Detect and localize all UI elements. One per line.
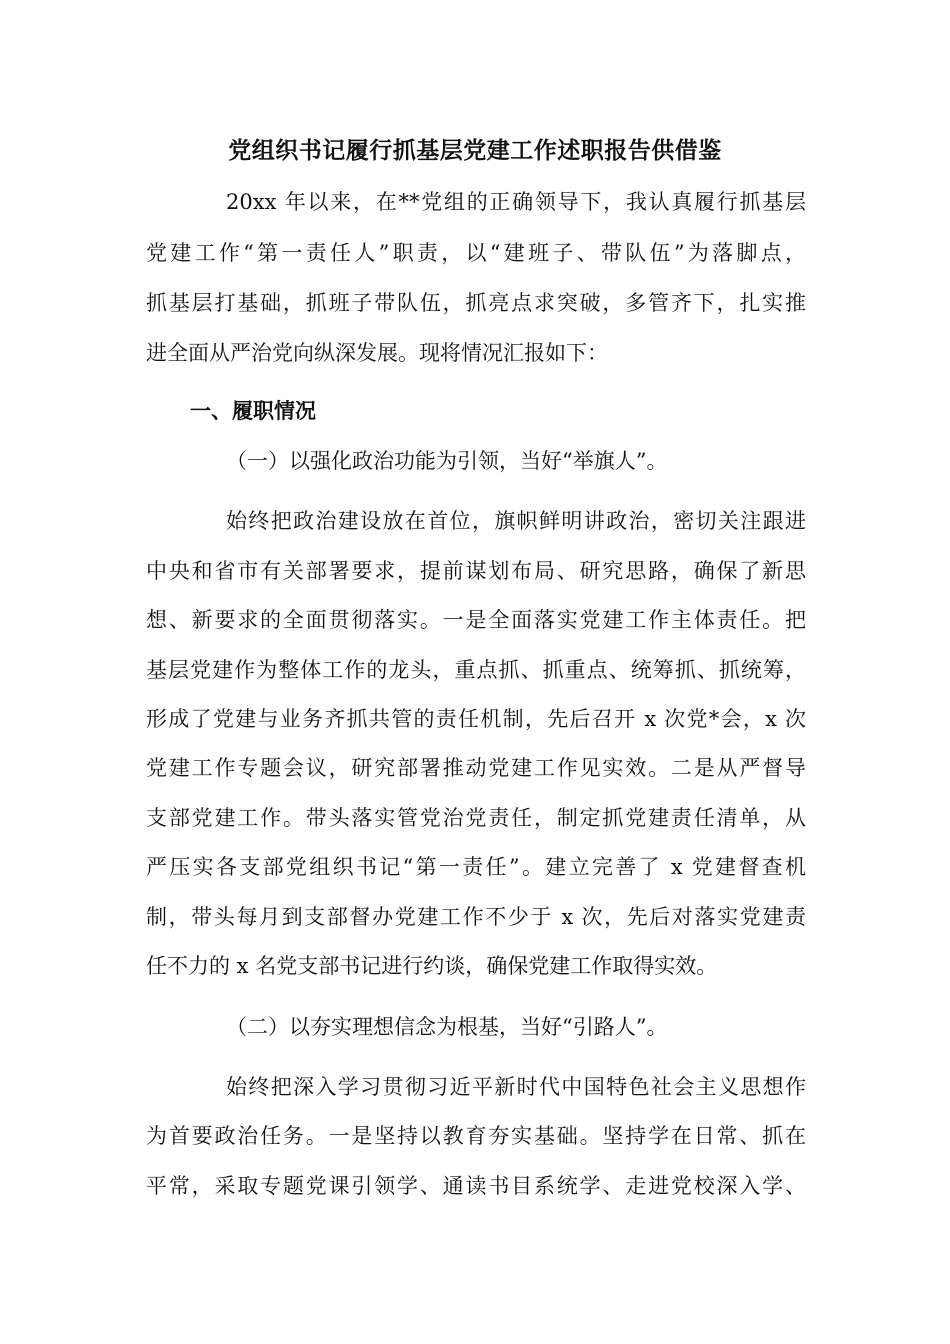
subsection-heading: （二）以夯实理想信念为根基，当好“引路人”。 <box>226 1015 668 1039</box>
paragraph-line: 为首要政治任务。一是坚持以教育夯实基础。坚持学在日常、抓在 <box>146 1124 806 1148</box>
intro-line: 党建工作“第一责任人”职责，以“建班子、带队伍”为落脚点， <box>146 241 806 265</box>
paragraph-line: 形成了党建与业务齐抓共管的责任机制，先后召开 x 次党*会，x 次 <box>146 707 806 731</box>
paragraph-line: 严压实各支部党组织书记“第一责任”。建立完善了 x 党建督查机 <box>146 855 806 879</box>
paragraph-line: 支部党建工作。带头落实管党治党责任，制定抓党建责任清单，从 <box>146 806 806 830</box>
subsection-heading: （一）以强化政治功能为引领，当好“举旗人”。 <box>226 449 668 473</box>
intro-line: 20xx 年以来，在**党组的正确领导下，我认真履行抓基层 <box>226 190 806 214</box>
paragraph-line: 平常，采取专题党课引领学、通读书目系统学、走进党校深入学、 <box>146 1174 806 1198</box>
section-heading: 一、履职情况 <box>190 398 316 423</box>
paragraph-line: 始终把深入学习贯彻习近平新时代中国特色社会主义思想作 <box>226 1075 806 1099</box>
paragraph-line: 任不力的 x 名党支部书记进行约谈，确保党建工作取得实效。 <box>146 954 718 978</box>
paragraph-line: 制，带头每月到支部督办党建工作不少于 x 次，先后对落实党建责 <box>146 905 806 929</box>
intro-line: 抓基层打基础，抓班子带队伍，抓亮点求突破，多管齐下，扎实推 <box>146 291 806 315</box>
document-title: 党组织书记履行抓基层党建工作述职报告供借鉴 <box>228 137 722 164</box>
paragraph-line: 党建工作专题会议，研究部署推动党建工作见实效。二是从严督导 <box>146 756 806 780</box>
intro-line: 进全面从严治党向纵深发展。现将情况汇报如下： <box>146 341 608 365</box>
paragraph-line: 始终把政治建设放在首位，旗帜鲜明讲政治，密切关注跟进 <box>226 509 806 533</box>
paragraph-line: 想、新要求的全面贯彻落实。一是全面落实党建工作主体责任。把 <box>146 608 806 632</box>
paragraph-line: 中央和省市有关部署要求，提前谋划布局、研究思路，确保了新思 <box>146 559 806 583</box>
paragraph-line: 基层党建作为整体工作的龙头，重点抓、抓重点、统筹抓、抓统筹， <box>146 658 806 682</box>
